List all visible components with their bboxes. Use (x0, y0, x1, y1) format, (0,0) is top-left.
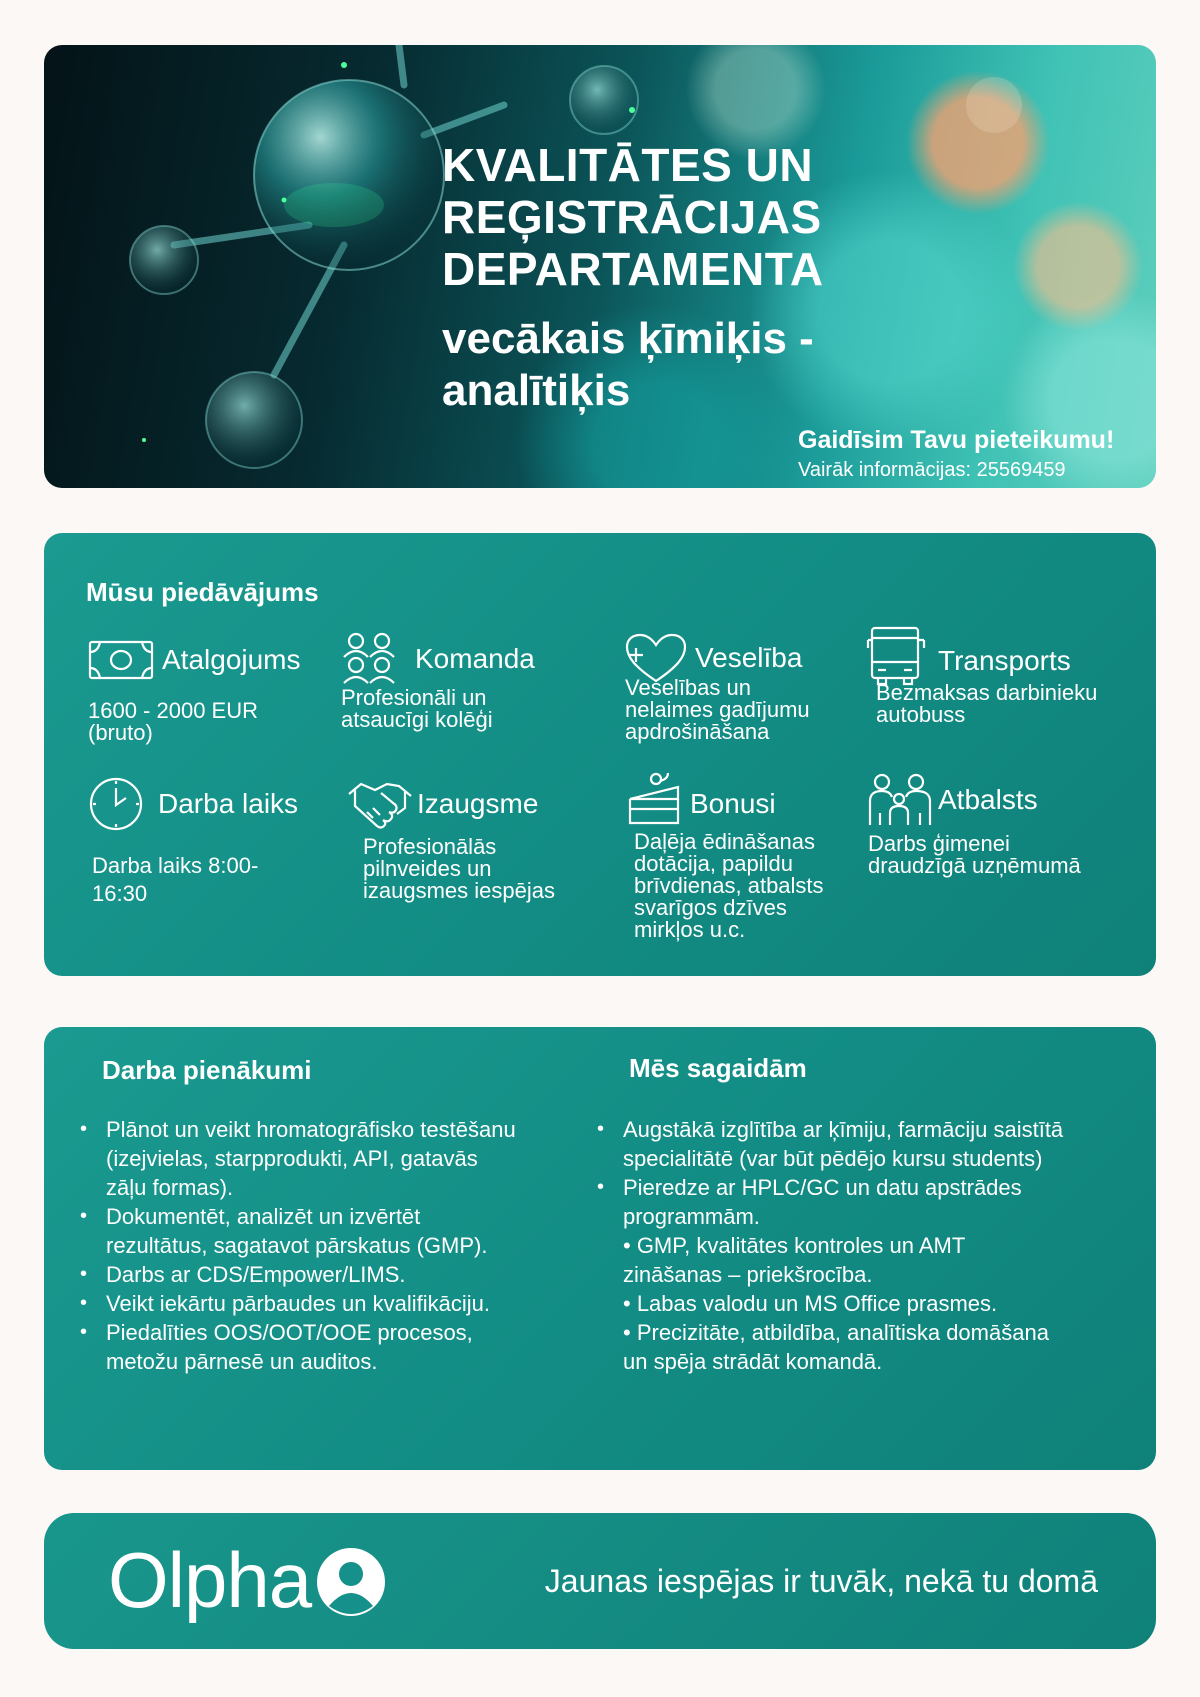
line: • Labas valodu un MS Office prasmes. (623, 1291, 998, 1316)
hero-banner (44, 45, 1156, 488)
benefit-title: Veselība (695, 642, 803, 673)
desc-line: 1600 - 2000 EUR (88, 698, 258, 723)
desc-line: Profesionāli un (341, 685, 487, 710)
subtitle-line: vecākais ķīmiķis - (442, 314, 814, 363)
desc-line: Bezmaksas darbinieku (876, 680, 1098, 705)
desc-line: brīvdienas, atbalsts (634, 873, 824, 898)
desc-line: Profesionālās (363, 834, 497, 859)
desc-line: pilnveides un (363, 856, 492, 881)
job-position-title (442, 313, 814, 417)
desc-line: dotācija, papildu (634, 851, 794, 876)
line: • Darbs ar CDS/Empower/LIMS. (106, 1262, 406, 1287)
list-item (597, 1115, 1117, 1173)
job-department-title (442, 139, 824, 295)
benefit-description (868, 833, 1081, 877)
benefit-health (625, 633, 810, 743)
desc-line: svarīgos dzīves (634, 895, 787, 920)
line: un spēja strādāt komandā. (623, 1349, 883, 1374)
line: • Piedalīties OOS/OOT/OOE procesos, (106, 1320, 473, 1345)
cake-icon (626, 771, 682, 827)
offer-title: Mūsu piedāvājums (86, 577, 319, 607)
benefit-title: Atbalsts (938, 784, 1038, 815)
title-line: KVALITĀTES UN (442, 139, 814, 191)
title-line: REĢISTRĀCIJAS (442, 191, 822, 243)
benefit-growth (347, 776, 555, 902)
benefit-transport (866, 626, 1097, 726)
desc-line: atsaucīgi kolēģi (341, 707, 493, 732)
desc-line: Veselības un (625, 675, 751, 700)
benefit-title: Komanda (415, 643, 535, 674)
offer-panel (44, 533, 1156, 976)
desc-line: Darbs ģimenei (868, 831, 1010, 856)
desc-line: mirkļos u.c. (634, 917, 746, 942)
desc-line: Darba laiks 8:00- (92, 853, 259, 878)
desc-line: apdrošināšana (625, 719, 770, 744)
contact-info: Vairāk informācijas: 25569459 (798, 459, 1066, 481)
apply-call-to-action: Gaidīsim Tavu pieteikumu! (798, 426, 1115, 454)
bus-icon (866, 626, 926, 686)
duties-panel (44, 1027, 1156, 1470)
expectations-list (597, 1115, 1117, 1231)
benefit-description (634, 831, 824, 941)
benefit-working-hours (88, 776, 298, 908)
line: • Precizitāte, atbildība, analītiska domāšana (623, 1320, 1049, 1345)
benefit-title: Transports (938, 645, 1071, 676)
desc-line: draudzīgā uzņēmumā (868, 853, 1081, 878)
logo-wordmark: Olpha (108, 1536, 312, 1624)
line: zināšanas – priekšrocība. (623, 1262, 873, 1287)
list-item (597, 1173, 1117, 1231)
line: zāļu formas). (106, 1175, 234, 1200)
benefit-bonuses (626, 771, 824, 941)
line: programmām. (623, 1204, 760, 1229)
desc-line: (bruto) (88, 720, 153, 745)
expectations-extra (623, 1231, 1123, 1376)
line: metožu pārnesē un auditos. (106, 1349, 378, 1374)
list-item (80, 1115, 570, 1202)
desc-line: Daļēja ēdināšanas (634, 829, 816, 854)
benefit-salary (88, 638, 301, 744)
expectations-title: Mēs sagaidām (629, 1053, 807, 1083)
benefit-title: Atalgojums (162, 644, 301, 675)
line: (izejvielas, starpprodukti, API, gatavās (106, 1146, 478, 1171)
line: • Plānot un veikt hromatogrāfisko testēšanu (106, 1117, 516, 1142)
list-item (80, 1260, 570, 1289)
desc-line: nelaimes gadījumu (625, 697, 810, 722)
line: • Veikt iekārtu pārbaudes un kvalifikāciju. (106, 1291, 490, 1316)
company-slogan: Jaunas iespējas ir tuvāk, nekā tu domā (544, 1563, 1098, 1599)
benefit-description (92, 852, 298, 908)
list-item (80, 1289, 570, 1318)
olpha-logo (108, 1535, 387, 1626)
list-item (80, 1202, 570, 1260)
benefit-description (625, 677, 810, 743)
family-icon (868, 773, 932, 827)
line: specialitātē (var būt pēdējo kursu students) (623, 1146, 1043, 1171)
line: • Pieredze ar HPLC/GC un datu apstrādes (623, 1175, 1022, 1200)
benefit-support (868, 773, 1081, 877)
team-icon (341, 631, 399, 687)
footer-banner (44, 1513, 1156, 1649)
line: • Augstākā izglītība ar ķīmiju, farmāciju saistītā (623, 1117, 1064, 1142)
benefit-title: Bonusi (690, 788, 776, 819)
person-icon (315, 1546, 387, 1623)
line: • GMP, kvalitātes kontroles un AMT (623, 1233, 966, 1258)
subtitle-line: analītiķis (442, 366, 631, 415)
desc-line: izaugsmes iespējas (363, 878, 555, 903)
duties-list (80, 1115, 570, 1376)
title-line: DEPARTAMENTA (442, 243, 824, 295)
handshake-icon (347, 776, 413, 832)
line: • Dokumentēt, analizēt un izvērtēt (106, 1204, 421, 1229)
desc-line: 16:30 (92, 881, 148, 906)
benefit-title: Darba laiks (158, 788, 299, 819)
benefit-description (876, 682, 1097, 726)
list-item (80, 1318, 570, 1376)
clock-icon (88, 776, 144, 832)
benefit-title: Izaugsme (417, 788, 539, 819)
duties-title: Darba pienākumi (102, 1055, 312, 1085)
benefit-description (88, 700, 301, 744)
benefit-team (341, 631, 535, 731)
desc-line: autobuss (876, 702, 966, 727)
benefit-description (341, 687, 535, 731)
benefit-description (363, 836, 555, 902)
line: rezultātus, sagatavot pārskatus (GMP). (106, 1233, 488, 1258)
money-icon (88, 638, 154, 682)
